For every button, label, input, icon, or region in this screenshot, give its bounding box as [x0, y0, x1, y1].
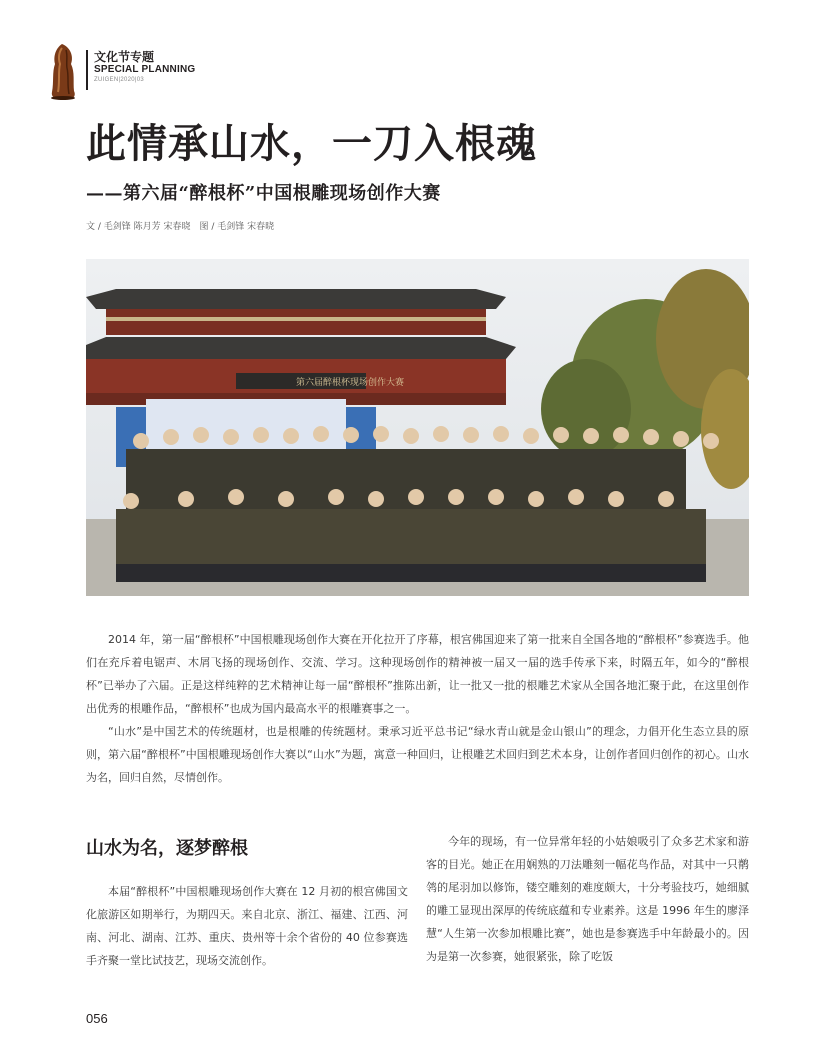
photo-banner-text: 第六届醉根杯现场创作大赛 — [296, 378, 405, 388]
left-column — [86, 880, 408, 972]
left-column-paragraph: 本届“醉根杯”中国根雕现场创作大赛在 12 月初的根宫佛国文化旅游区如期举行，为期四天。来自北京、浙江、福建、江西、河南、河北、湖南、江苏、重庆、贵州等十余个省份的 40 位参赛选手齐聚一堂比试技艺，现场交流创作。 — [86, 885, 408, 967]
group-photo — [86, 259, 749, 596]
header-divider — [86, 50, 88, 90]
right-column — [426, 830, 749, 968]
intro-paragraph-2: “山水”是中国艺术的传统题材，也是根雕的传统题材。秉承习近平总书记“绿水青山就是金山银山”的理念，力倡开化生态立县的原则，第六届“醉根杯”中国根雕现场创作大赛以“山水”为题，寓意一种回归，让根雕艺术回归到艺术本身，让创作者回归创作的初心。山水为名，回归自然，尽情创作。 — [86, 725, 749, 784]
right-column-paragraph: 今年的现场，有一位异常年轻的小姑娘吸引了众多艺术家和游客的目光。她正在用娴熟的刀法雕刻一幅花鸟作品，对其中一只鹡鸰的尾羽加以修饰，镂空雕刻的难度颇大，十分考验技巧，她细腻的雕工显现出深厚的传统底蕴和专业素养。这是 1996 年生的廖泽慧“人生第一次参加根雕比赛”，她也是参赛选手中年龄最小的。因为是第一次参赛，她很紧张，除了吃饭 — [426, 835, 749, 963]
section-label-cn: 文化节专题 — [94, 50, 155, 64]
intro-text — [86, 628, 749, 789]
section-label-en: SPECIAL PLANNING — [94, 64, 196, 75]
article-subtitle: ——第六届“醉根杯”中国根雕现场创作大赛 — [86, 183, 441, 204]
page-number: 056 — [86, 1011, 108, 1026]
intro-paragraph-1: 2014 年，第一届“醉根杯”中国根雕现场创作大赛在开化拉开了序幕，根宫佛国迎来了第一批来自全国各地的“醉根杯”参赛选手。他们在充斥着电锯声、木屑飞扬的现场创作、交流、学习。这种现场创作的精神被一届又一届的选手传承下来，时隔五年，如今的“醉根杯”已举办了六届。正是这样纯粹的艺术精神让每一届“醉根杯”推陈出新，让一批又一批的根雕艺术家从全国各地汇聚于此，在这里创作出优秀的根雕作品，“醉根杯”也成为国内最高水平的根雕赛事之一。 — [86, 633, 749, 715]
group-photo-illustration — [86, 259, 749, 596]
root-carving-logo-icon — [48, 42, 78, 100]
article-title: 此情承山水，一刀入根魂 — [86, 120, 537, 167]
header-text — [94, 50, 195, 85]
issue-label: ZUIGEN|2020|03 — [94, 77, 145, 83]
section-heading: 山水为名，逐梦醉根 — [86, 838, 248, 859]
article-byline: 文 / 毛剑锋 陈月芳 宋春晓 图 / 毛剑锋 宋春晓 — [86, 222, 275, 232]
